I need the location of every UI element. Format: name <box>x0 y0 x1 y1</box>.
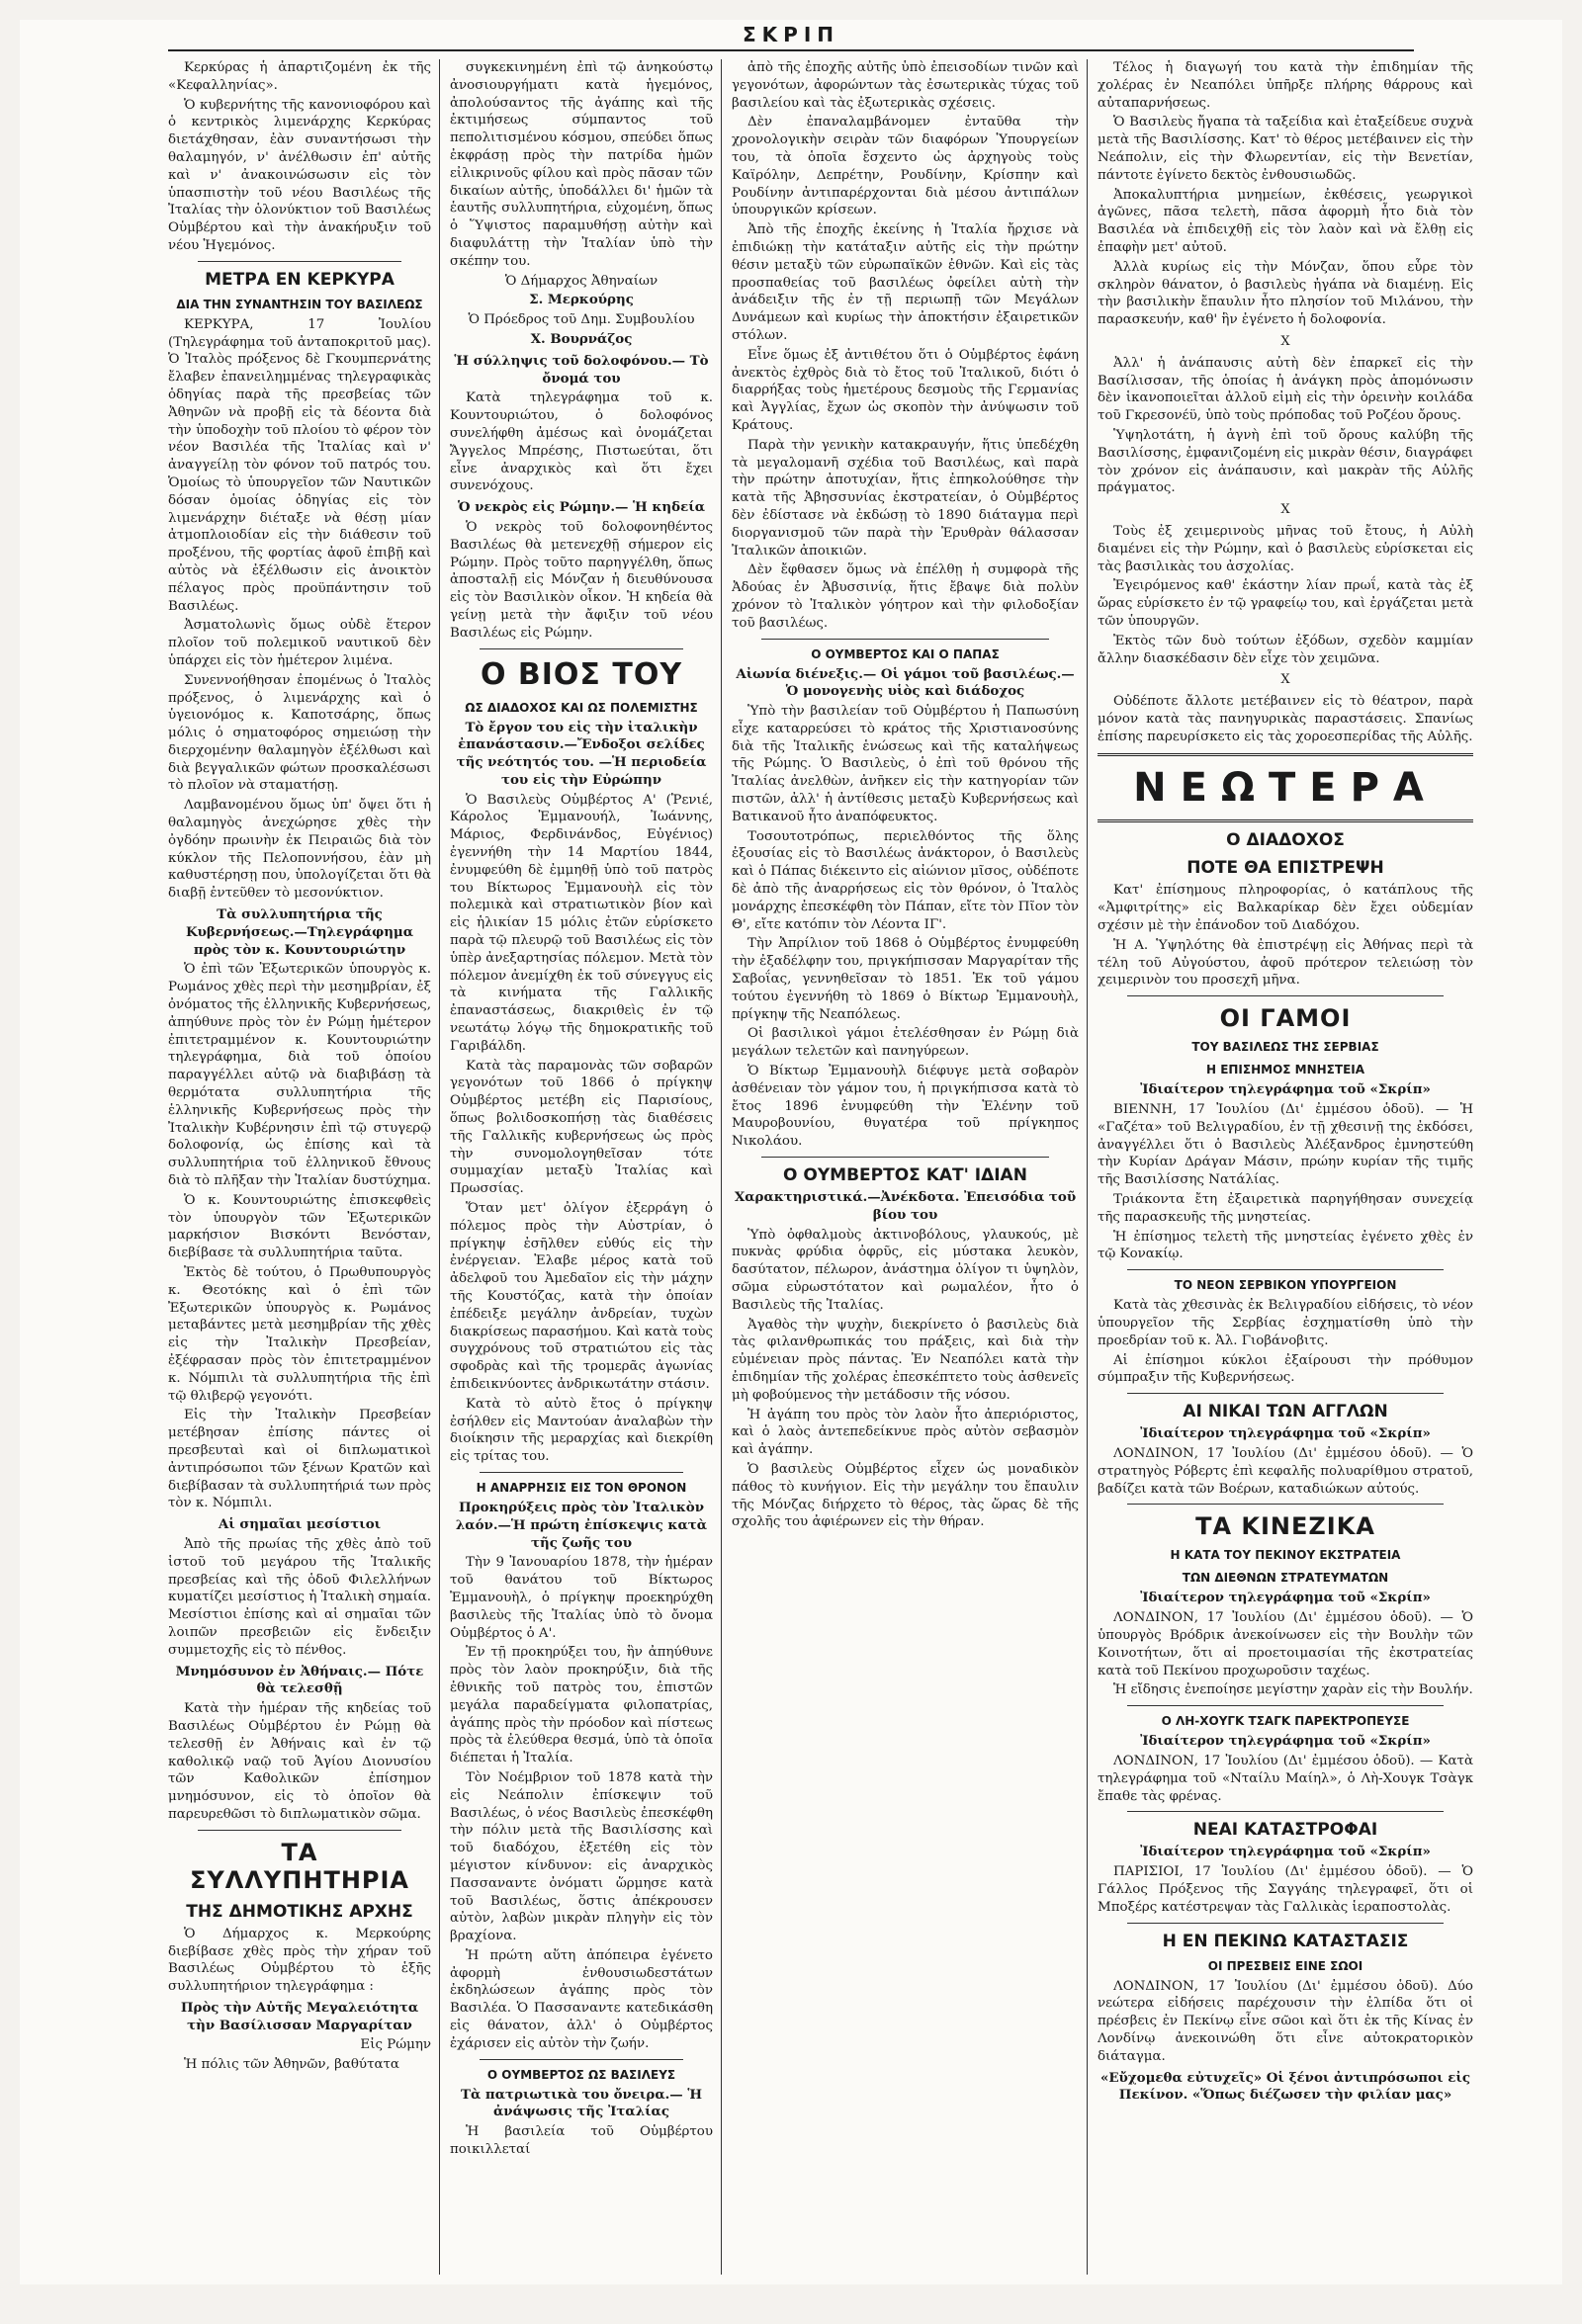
column-4 <box>1098 59 1473 2275</box>
col3-paragraph: Δὲν ἔφθασεν ὅμως νὰ ἐπέλθῃ ἡ συμφορὰ τῆς Ἀδούας ἐν Ἀβυσσινίᾳ, ἥτις ἔβαψε διὰ πολὺν χρόνον τὸ Ἰταλικὸν γόητρον καὶ τὴν φιλοδοξίαν τοῦ βασιλέως. <box>732 562 1079 631</box>
col2-paragraph: Ἡ βασιλεία τοῦ Οὑμβέρτου ποικιλλεταί <box>450 2124 713 2158</box>
divider <box>1127 1504 1444 1505</box>
col4-paragraph: ΛΟΝΔΙΝΟΝ, 17 Ἰουλίου (Δι' ἐμμέσου ὁδοῦ). — Ὁ ὑπουργὸς Βρόδρικ ἀνεκοίνωσεν εἰς τὴν Βουλὴν τῶν Κοινοτήτων, ὅτι αἱ προετοιμασίαι τῆς ἐκστρατείας κατὰ τοῦ Πεκίνου προχωροῦσιν ταχέως. <box>1098 1610 1473 1678</box>
col2-paragraph: Τὴν 9 Ἰανουαρίου 1878, τὴν ἡμέραν τοῦ θανάτου τοῦ Βίκτωρος Ἐμμανουὴλ, ὁ πρίγκηψ προεκηρύχθη βασιλεὺς τῆς Ἰταλίας ὑπὸ τὸ ὄνομα Οὑμβέρτος ὁ Α'. <box>450 1555 713 1641</box>
col3-paragraph: Ὑπὸ ὀφθαλμοὺς ἀκτινοβόλους, γλαυκούς, μὲ πυκνὰς φρύδια ὀφρῦς, εἰς μύστακα λευκὸν, δασύτατον, πέλωρον, ἀνάστημα ὀλίγον τι ὑψηλὸν, σῶμα εὐρωστότατον καὶ ρωμαλέον, ἦτο ὁ Βασιλεὺς τῆς Ἰταλίας. <box>732 1227 1079 1313</box>
divider <box>761 1157 1049 1158</box>
col4-headline: Η ΕΝ ΠΕΚΙΝΩ ΚΑΤΑΣΤΑΣΙΣ <box>1162 1931 1409 1951</box>
col1-subhead: Πρὸς τὴν Αὐτῆς Μεγαλειότητα τὴν Βασίλισσαν Μαργαρίταν <box>180 1999 419 2033</box>
divider <box>1127 1393 1444 1394</box>
col4-headline: Ο ΛΗ-ΧΟΥΓΚ ΤΣΑΓΚ ΠΑΡΕΚΤΡΟΠΕΥΣΕ <box>1161 1714 1410 1729</box>
col4-subheadline: ΤΩΝ ΔΙΕΘΝΩΝ ΣΤΡΑΤΕΥΜΑΤΩΝ <box>1182 1571 1389 1586</box>
col4-paragraph: Ἡ Α. Ὑψηλότης θὰ ἐπιστρέψῃ εἰς Ἀθήνας περὶ τὰ τέλη τοῦ Αὐγούστου, ἀφοῦ πρότερον τελειώσῃ τὸν χειμερινὸν του προσεχῆ μῆνα. <box>1098 937 1473 989</box>
col4-paragraph: Τριάκοντα ἔτη ἐξαιρετικὰ παρηγήθησαν συνεχείᾳ τῆς παρασκευῆς τῆς μνηστείας. <box>1098 1192 1473 1225</box>
col4-headline: ΝΕΑΙ ΚΑΤΑΣΤΡΟΦΑΙ <box>1192 1820 1378 1841</box>
col3-paragraph: ἀπὸ τῆς ἐποχῆς αὐτῆς ὑπὸ ἐπεισοδίων τινῶν καὶ γεγονότων, ἀφορώντων τὰς ἐσωτερικὰς τύχας τοῦ βασιλείου καὶ τὰς ἐξωτερικὰς σχέσεις. <box>732 60 1079 111</box>
col4-paragraph: Ἐγειρόμενος καθ' ἑκάστην λίαν πρωΐ, κατὰ τὰς ἐξ ὥρας εὑρίσκετο ἐν τῷ γραφείῳ του, καὶ ἐργάζεται μετὰ τῶν ὑπουργῶν. <box>1098 578 1473 629</box>
col1-subheadline: ΤΗΣ ΔΗΜΟΤΙΚΗΣ ΑΡΧΗΣ <box>186 1901 413 1922</box>
divider <box>198 261 401 262</box>
col2-signature: Χ. Βουρνάζος <box>530 330 633 347</box>
col1-subhead: Μνημόσυνον ἐν Ἀθήναις.— Πότε θὰ τελεσθῇ <box>175 1663 424 1697</box>
divider <box>480 1472 683 1473</box>
col4-subhead: Ἰδιαίτερον τηλεγράφημα τοῦ «Σκρίπ» <box>1140 1844 1431 1860</box>
col2-subhead: Προκηρύξεις πρὸς τὸν Ἰταλικὸν λαόν.—Ἡ πρώτη ἐπίσκεψις κατὰ τῆς ζωῆς του <box>455 1499 708 1551</box>
col4-paragraph: ΛΟΝΔΙΝΟΝ, 17 Ἰουλίου (Δι' ἐμμέσου ὁδοῦ). — Ὁ στρατηγὸς Ρόβερτς ἐπὶ κεφαλῆς πολυαρίθμου στρατοῦ, βαδίζει κατὰ τῶν Βοέρων, καταδιώκων αὐτούς. <box>1098 1446 1473 1497</box>
col4-paragraph: Ἀποκαλυπτήρια μνημείων, ἐκθέσεις, γεωργικοὶ ἀγῶνες, πᾶσα τελετὴ, πᾶσα ἀφορμὴ ἦτο διὰ τὸν Βασιλέα νὰ ἐπιδειχθῇ εἰς τὸν λαὸν καὶ νὰ ἔλθῃ εἰς ἐπαφὴν μετ' αὐτοῦ. <box>1098 187 1473 255</box>
col3-paragraph: Δὲν ἐπαναλαμβάνομεν ἐνταῦθα τὴν χρονολογικὴν σειρὰν τῶν διαφόρων Ὑπουργείων του, τὰ ὁποῖα ἔσχεντο ὡς ἀρχηγοὺς τοὺς Καϊρόλην, Δεπρέτην, Ρουδίνην, Κρίσπην καὶ Ρουδίνην ἀντιπαρέρχονται διὰ μέσου ἀντιπάλων ὑπουργικῶν κρίσεων. <box>732 115 1079 218</box>
col1-headline: ΜΕΤΡΑ ΕΝ ΚΕΡΚΥΡΑ <box>205 269 395 290</box>
col1-paragraph: Ἀσματολωνὶς ὅμως οὐδὲ ἕτερον πλοῖον τοῦ πολεμικοῦ ναυτικοῦ δὲν ὑπάρχει εἰς τὸν ἡμέτερον λιμένα. <box>168 618 431 668</box>
col1-paragraph: Συνεννοήθησαν ἐπομένως ὁ Ἰταλὸς πρόξενος, ὁ λιμενάρχης καὶ ὁ ὑγειονόμος κ. Καποτσάρης, ὅπως μόλις ὁ σηματοφόρος σημειώσῃ τὴν διερχομένην θαλαμηγὸν ἐξέλθωσι καὶ διὰ βεγγαλικῶν φώτων προσκαλέσωσι τὸ πλοῖον νὰ σταματήσῃ. <box>168 672 431 794</box>
col3-paragraph: Ἡ ἀγάπη του πρὸς τὸν λαὸν ἦτο ἀπεριόριστος, καὶ ὁ λαὸς ἀντεπεδείκνυε πρὸς αὐτὸν σεβασμὸν καὶ ἀγάπην. <box>732 1407 1079 1458</box>
col2-signature: Ὁ Δήμαρχος Ἀθηναίων <box>504 273 659 289</box>
col2-paragraph: Κατὰ τὸ αὐτὸ ἔτος ὁ πρίγκηψ ἐσήλθεν εἰς Μαντούαν ἀναλαβὼν τὴν διοίκησιν τῆς μεραρχίας καὶ διεκρίθη εἰς τρίτας του. <box>450 1396 713 1465</box>
col2-subhead: Τὰ πατριωτικὰ του ὄνειρα.— Ἡ ἀνάψωσις τῆς Ἰταλίας <box>461 2086 702 2120</box>
col4-subheadline: ΟΙ ΠΡΕΣΒΕΙΣ ΕΙΝΕ ΣΩΟΙ <box>1207 1958 1363 1973</box>
col1-paragraph: Ὁ κ. Κουντουριώτης ἐπισκεφθεὶς τὸν ὑπουργὸν τῶν Ἐξωτερικῶν μαρκήσιον Βισκόντι Βενόσταν, διεβίβασε τὰ συλλυπητήρια ταῦτα. <box>168 1192 431 1261</box>
column-1 <box>168 59 440 2275</box>
col4-subhead: Ἰδιαίτερον τηλεγράφημα τοῦ «Σκρίπ» <box>1140 1733 1431 1750</box>
col1-subheadline: ΔΙΑ ΤΗΝ ΣΥΝΑΝΤΗΣΙΝ ΤΟΥ ΒΑΣΙΛΕΩΣ <box>176 297 423 311</box>
col3-paragraph: Τοσουτοτρόπως, περιελθόντος τῆς ὅλης ἐξουσίας εἰς τὸ Βασιλέως ἀνάκτορον, ὁ Βασιλεὺς καὶ ὁ Πάπας διέκειντο εἰς αἰώνιον μῖσος, οὐδέποτε δὲ ἀπὸ τῆς ἀναρρήσεως εἰς τὸν θρόνον, ὁ Ἰταλὸς μονάρχης ἐπεσκέφθη τὸν Πάπαν, εἴτε τὸν Πῖον τὸν Θ', εἴτε κατόπιν τὸν Λέοντα ΙΓ'. <box>732 828 1079 932</box>
col4-paragraph: Αἱ ἐπίσημοι κύκλοι ἐξαίρουσι τὴν πρόθυμον σύμπραξιν τῆς Κυβερνήσεως. <box>1098 1352 1473 1386</box>
col4-paragraph: ΛΟΝΔΙΝΟΝ, 17 Ἰουλίου (Δι' ἐμμέσου ὁδοῦ). — Κατὰ τηλεγράφημα τοῦ «Νταίλυ Μαίηλ», ὁ Λὴ-Χουγκ Τσὰγκ ἔπαθε τὰς φρένας. <box>1098 1753 1473 1804</box>
col2-paragraph: Ἐν τῇ προκηρύξει του, ἣν ἀπηύθυνε πρὸς τὸν λαὸν προκηρύξιν, διὰ τῆς ἐθνικῆς τοῦ πατρὸς του, ἐπιστῶν μεγάλα παραδείγματα φιλοπατρίας, ἀγάπης πρὸς τὴν πρόοδον καὶ πίστεως πρὸς τὰ ἐλεύθερα θεσμά, ὑπὸ τὰ ὁποῖα διέπεται ἡ Ἰταλία. <box>450 1645 713 1766</box>
col4-paragraph: Ἡ ἐπίσημος τελετὴ τῆς μνηστείας ἐγένετο χθὲς ἐν τῷ Κονακίῳ. <box>1098 1229 1473 1262</box>
separator-mark: X <box>1280 502 1290 518</box>
columns <box>168 59 1493 2275</box>
col2-paragraph: Ὁ Βασιλεὺς Οὑμβέρτος Α' (Ῥενιέ, Κάρολος Ἐμμανουήλ, Ἰωάννης, Μάριος, Φερδινάνδος, Εὐγένιος) ἐγεννήθη τὴν 14 Μαρτίου 1844, ἐνυμφεύθη δὲ ἐμμηθῇ ὑπὸ τοῦ πατρὸς του Βίκτωρος Ἐμμανουὴλ εἰς τὸν πολεμικὰ καὶ στρατιωτικὸν βίον καὶ εἰς ἡλικίαν 15 μόλις ἐτῶν εὑρίσκετο παρὰ τῷ πλευρῷ τοῦ Βασιλέως εἰς τὸν ὑπὲρ ἀνεξαρτησίας πόλεμον. Μετὰ τὸν πόλεμον ἀνεμίχθη ἐκ τοῦ σύνεγγυς εἰς τὰ κινήματα τῆς Γαλλικῆς ἐπαναστάσεως, διακριθεὶς ἐν τῷ νεωτάτῳ λόγῳ τῆς δημοκρατικῆς τοῦ Γαριβάλδη. <box>450 792 713 1054</box>
masthead <box>168 20 1414 51</box>
col2-paragraph: Κατὰ τηλεγράφημα τοῦ κ. Κουντουριώτου, ὁ δολοφόνος συνελήφθη ἀμέσως καὶ ὀνομάζεται Ἄγγελος Μπρέσης, Πιστωεύται, ὅτι εἶνε ἀναρχικὸς καὶ ὅτι ἔχει συνενόχους. <box>450 390 713 494</box>
col4-headline: Ο ΔΙΑΔΟΧΟΣ <box>1226 830 1345 851</box>
col4-headline: ΟΙ ΓΑΜΟΙ <box>1219 1004 1352 1033</box>
separator-mark: X <box>1280 333 1290 349</box>
divider <box>1127 1923 1444 1924</box>
divider <box>480 2059 683 2060</box>
column-3 <box>732 59 1088 2275</box>
col2-headline: Η ΑΝΑΡΡΗΣΙΣ ΕΙΣ ΤΟΝ ΘΡΟΝΟΝ <box>476 1480 687 1495</box>
col1-paragraph: Λαμβανομένου ὅμως ὑπ' ὄψει ὅτι ἡ θαλαμηγὸς ἀνεχώρησε χθὲς τὴν ὀγδόην πρωινὴν ἐκ Πειραιῶς διὰ τὸν κύκλον τῆς Πελοποννήσου, ἐὰν μὴ καθυστέρησῃ που, ὑπολογίζεται ὅτι θὰ διαβῇ ἐντεῦθεν τὸ μεσονύκτιον. <box>168 798 431 902</box>
col4-paragraph: Ὑψηλοτάτη, ἡ ἀγνὴ ἐπὶ τοῦ ὄρους καλύβη τῆς Βασιλίσσης, ἐμφανιζομένη εἰς μικρὰν θέσιν, διαγράφει τὸν χρόνον εἰς ἀνάπαυσιν, καὶ μακρὰν τῆς Αὐλῆς πράγματος. <box>1098 427 1473 496</box>
col4-subhead: Ἰδιαίτερον τηλεγράφημα τοῦ «Σκρίπ» <box>1140 1590 1431 1606</box>
col3-paragraph: Τὴν Ἀπρίλιον τοῦ 1868 ὁ Οὑμβέρτος ἐνυμφεύθη τὴν ἐξαδέλφην του, πριγκήπισσαν Μαργαρίταν τῆς Σαβοΐας, γεννηθεῖσαν τὸ 1851. Ἐκ τοῦ γάμου τούτου ἐγεννήθη τὸ 1869 ὁ Βίκτωρ Ἐμμανουὴλ, πρίγκηψ τῆς Νεαπόλεως. <box>732 936 1079 1022</box>
col2-headline: Ο ΒΙΟΣ ΤΟΥ <box>480 656 683 692</box>
col1-paragraph: Ἡ πόλις τῶν Ἀθηνῶν, βαθύτατα <box>184 2057 399 2073</box>
col3-paragraph: Εἶνε ὅμως ἐξ ἀντιθέτου ὅτι ὁ Οὑμβέρτος ἐφάνη ἀνεκτὸς ἐχθρὸς διὰ τὸ ἔτος τοῦ Ἰταλικοῦ, διότι ὁ διαρρήξας τοὺς ἡμετέρους δεσμοὺς τῆς Γερμανίας καὶ Ἀγγλίας, ἔχων ὡς σκοπὸν τὴν ἀνύψωσιν τοῦ Κράτους. <box>732 347 1079 433</box>
col1-paragraph: Εἰς τὴν Ἰταλικὴν Πρεσβείαν μετέβησαν ἐπίσης πάντες οἱ πρεσβευταὶ καὶ οἱ διπλωματικοὶ ἀντιπρόσωποι τῶν ξένων Κρατῶν καὶ διεβίβασαν τὰ συλλυπητήριά των πρὸς τὸν κ. Νόμπιλι. <box>168 1408 431 1511</box>
col3-subhead: Χαρακτηριστικά.—Ἀνέκδοτα. Ἐπεισόδια τοῦ βίου του <box>734 1189 1077 1223</box>
masthead-title: ΣΚΡΙΠ <box>743 23 839 46</box>
col4-subheadline: Η ΕΠΙΣΗΜΟΣ ΜΝΗΣΤΕΙΑ <box>1205 1063 1365 1077</box>
col1-paragraph: Κατὰ τὴν ἡμέραν τῆς κηδείας τοῦ Βασιλέως Οὑμβέρτου ἐν Ρώμῃ θὰ τελεσθῇ ἐν Ἀθήναις καὶ ἐν τῷ καθολικῷ ναῷ τοῦ Ἁγίου Διονυσίου τῶν Καθολικῶν ἐπίσημον μνημόσυνον, εἰς τὸ ὁποῖον θὰ παρευρεθῶσι τὸ διπλωματικὸν σῶμα. <box>168 1701 431 1822</box>
col2-paragraph: Ὅταν μετ' ὀλίγον ἐξερράγη ὁ πόλεμος πρὸς τὴν Αὐστρίαν, ὁ πρίγκηψ ἐσῆλθεν εὐθύς εἰς τὴν ἐνέργειαν. Ἐλαβε μέρος κατὰ τοῦ ἀδελφοῦ του Ἀμεδαῖον εἰς τὴν μάχην τῆς Κουστόζας, κατὰ τὴν ὁποίαν ἐπέδειξε μεγάλην ἀνδρείαν, τυχὼν διακρίσεως παρασήμου. Καὶ κατὰ τοὺς συγχρόνους τοῦ στρατιώτου εἰς τὰς σφοδρὰς καὶ τῆς τρομερᾶς ἀγωνίας ἐπιδεικνύοντες ἀνδρικωτάτην στάσιν. <box>450 1201 713 1392</box>
col1-paragraph: ΚΕΡΚΥΡΑ, 17 Ἰουλίου (Τηλεγράφημα τοῦ ἀνταποκριτοῦ μας). Ὁ Ἰταλὸς πρόξενος δὲ Γκουμπερνάτης ἔλαβεν ἐπανειλημμένας τηλεγραφικὰς ὁδηγίας παρὰ τῆς πρεσβείας τῶν Ἀθηνῶν νὰ προβῇ εἰς τὰ δέοντα διὰ τὴν ὑποδοχὴν τοῦ πλοίου τὸ φέρον τὸν νέον Βασιλέα τῆς Ἰταλίας καὶ ν' ἀναγγείλῃ τὸν φόνον τοῦ πατρός του. Ὁμοίως τὸ ὑπουργεῖον τῶν Ναυτικῶν δόσαν ὁμοίας ὁδηγίας εἰς τὸν λιμενάρχην διέταξε νὰ θέσῃ μίαν ἀτμοπλοιοδίαν εἰς τὴν διάθεσιν τοῦ προξένου, τῆς φορτίας ἀφοῦ ἐπιβῇ καὶ αὐτὸς νὰ ἐξέλθωσιν εἰς ἀνοικτὸν πέλαγος πρὸς προϋπάντησιν τοῦ Βασιλέως. <box>168 316 431 614</box>
col2-headline: Ο ΟΥΜΒΕΡΤΟΣ ΩΣ ΒΑΣΙΛΕΥΣ <box>486 2067 676 2082</box>
col4-paragraph: Κατ' ἐπίσημους πληροφορίας, ὁ κατάπλους τῆς «Ἀμφιτρίτης» εἰς Βαλκαρίκαρ δὲν ἔχει οὐδεμίαν σχέσιν μὲ τὴν ἐπάνοδον τοῦ Διαδόχου. <box>1098 883 1473 934</box>
divider <box>1127 995 1444 996</box>
column-2 <box>450 59 722 2275</box>
col3-paragraph: Ὑπὸ τὴν βασιλείαν τοῦ Οὑμβέρτου ἡ Παπωσύνη εἶχε καταρρεύσει τὸ κράτος τῆς Χριστιανοσύνης διὰ τῆς Ἰταλικῆς ἑνώσεως καὶ τῆς καταλήψεως τῆς Ρώμης. Ὁ Βασιλεὺς, ὁ ἐπὶ τοῦ θρόνου τῆς Ἰταλίας ἀνελθὼν, ἀνῆκεν εἰς τὴν κατηγορίαν τῶν πιστῶν, ἀλλ' ἡ ἀντίθεσις μεταξὺ Κυβερνήσεως καὶ Βατικανοῦ ἦτο ἀναπόφευκτος. <box>732 704 1079 824</box>
col3-paragraph: Ὁ βασιλεὺς Οὑμβέρτος εἶχεν ὡς μοναδικὸν πάθος τὸ κυνήγιον. Εἰς τὴν μεγάλην του ἔπαυλιν τῆς Μόνζας διήρχετο τὸ θέρος, τὰς ὥρας δὲ τῆς σχολῆς του ἀφιέρωνεν εἰς τὴν θήραν. <box>732 1461 1079 1530</box>
col1-headline: ΤΑ ΣΥΛΛΥΠΗΤΗΡΙΑ <box>189 1838 410 1894</box>
divider <box>1098 819 1473 822</box>
col3-paragraph: Ὁ Βίκτωρ Ἐμμανουὴλ διέφυγε μετὰ σοβαρὸν ἀσθένειαν τὸν γάμον του, ἡ πριγκήπισσα κατὰ τὸ ἔτος 1896 ἐνυμφεύθη τὴν Ἑλένην τοῦ Μαυροβουνίου, θυγατέρα τοῦ πρίγκηπος Νικολάου. <box>732 1064 1079 1150</box>
col1-paragraph: Ὁ ἐπὶ τῶν Ἐξωτερικῶν ὑπουργὸς κ. Ρωμάνος χθὲς περὶ τὴν μεσημβρίαν, ἐξ ὀνόματος τῆς ἑλληνικῆς Κυβερνήσεως, ἀπηύθυνε πρὸς τὸν ἐν Ρώμῃ ἡμέτερον ἐπιτετραμμένον κ. Κουντουριώτην τηλεγράφημα, διὰ τοῦ ὁποίου παραγγέλλει αὐτῷ νὰ διαβιβάσῃ τὰ θερμότατα συλλυπητήρια τῆς ἑλληνικῆς Κυβερνήσεως πρὸς τὴν Ἰταλικὴν Κυβέρνησιν ἐπὶ τῷ στυγερῷ δολοφονίᾳ, ὡς ἐπίσης καὶ τὰ συλλυπητήρια τοῦ ἑλληνικοῦ ἔθνους διὰ τὸ πλῆξαν τὴν Ἰταλίαν δυστύχημα. <box>168 962 431 1189</box>
col4-headline: ΑΙ ΝΙΚΑΙ ΤΩΝ ΑΓΓΛΩΝ <box>1183 1402 1388 1422</box>
col2-subhead: Ἡ σύλληψις τοῦ δολοφόνου.— Τὸ ὄνομά του <box>454 352 709 387</box>
col4-paragraph: Τοὺς ἐξ χειμερινοὺς μῆνας τοῦ ἔτους, ἡ Αὐλὴ διαμένει εἰς τὴν Ρώμην, καὶ ὁ βασιλεὺς εὑρίσκεται εἰς τὰς βασιλικὰς του ἀσχολίας. <box>1098 523 1473 574</box>
col2-paragraph: Τὸν Νοέμβριον τοῦ 1878 κατὰ τὴν εἰς Νεάπολιν ἐπίσκεψιν τοῦ Βασιλέως, ὁ νέος Βασιλεὺς ἐπεσκέφθη τὴν πόλιν μετὰ τῆς Βασιλίσσης καὶ τοῦ διαδόχου, ἐξετέθη εἰς τὸν μέγιστον κίνδυνον: εἰς ἀναρχικὸς Πασσαναντε ὀνόματι ὥρμησε κατὰ τοῦ Βασιλέως, ὅστις ἀπέκρουσεν αὐτὸν, λαβὼν μικρὰν πληγὴν εἰς τὸν βραχίονα. <box>450 1769 713 1944</box>
col4-paragraph: Ἡ εἴδησις ἐνεποίησε μεγίστην χαρὰν εἰς τὴν Βουλήν. <box>1113 1682 1473 1698</box>
col4-headline: ΤΟ ΝΕΟΝ ΣΕΡΒΙΚΟΝ ΥΠΟΥΡΓΕΙΟΝ <box>1174 1278 1397 1293</box>
col4-subhead: Ἰδιαίτερον τηλεγράφημα τοῦ «Σκρίπ» <box>1140 1425 1431 1442</box>
divider <box>761 639 1049 640</box>
divider <box>1127 1811 1444 1812</box>
col4-paragraph: ΛΟΝΔΙΝΟΝ, 17 Ἰουλίου (Δι' ἐμμέσου ὁδοῦ). Δύο νεώτερα εἰδήσεις παρέχουσιν τὴν ἐλπίδα ὅτι οἱ πρέσβεις ἐν Πεκίνῳ εἶνε σῶοι καὶ ὅτι ἐκ τῆς Κίνας ἐν Λονδίνῳ ἀνεκοινώθη ὅτι εἶνε αὐτοκρατορικὸν διάταγμα. <box>1098 1978 1473 2064</box>
col4-paragraph: Ὁ Βασιλεὺς ἤγαπα τὰ ταξείδια καὶ ἐταξείδευε συχνὰ μετὰ τῆς Βασιλίσσης. Κατ' τὸ θέρος μετέβαινεν εἰς τὴν Νεάπολιν, εἰς τὴν Φλωρεντίαν, εἰς τὴν Βενετίαν, πάντοτε ἐγίνετο δεκτὸς ἐνθουσιωδῶς. <box>1098 115 1473 183</box>
col2-subheadline: ΩΣ ΔΙΑΔΟΧΟΣ ΚΑΙ ΩΣ ΠΟΛΕΜΙΣΤΗΣ <box>465 700 698 715</box>
separator-mark: X <box>1280 672 1290 688</box>
col4-subheadline: ΤΟΥ ΒΑΣΙΛΕΩΣ ΤΗΣ ΣΕΡΒΙΑΣ <box>1191 1040 1379 1055</box>
col4-subhead: «Εὔχομεθα εὐτυχεῖς» Οἱ ξένοι ἀντιπρόσωποι εἰς Πεκίνον. «Ὅπως διέζωσεν τὴν φιλίαν μας» <box>1099 2069 1471 2104</box>
col4-paragraph: Ἀλλὰ κυρίως εἰς τὴν Μόνζαν, ὅπου εὗρε τὸν σκληρὸν θάνατον, ὁ βασιλεὺς ἠγάπα νὰ διαμένῃ. Εἰς τὴν βασιλικὴν ἔπαυλιν ἦτο πλησίον τοῦ Μιλάνου, τὴν παρασκευήν, καθ' ἣν ἐγένετο ἡ δολοφονία. <box>1098 259 1473 328</box>
col2-signature: Ὁ Πρόεδρος τοῦ Δημ. Συμβουλίου <box>468 312 695 328</box>
col3-paragraph: Παρὰ τὴν γενικὴν κατακραυγήν, ἥτις ὑπεδέχθη τὰ μεγαλομανῆ σχέδια τοῦ Βασιλέως, καὶ παρὰ τὴν πρώτην ἀποτυχίαν, ἥτις ἐπηκολούθησε τὴν κατὰ τῆς Ἀβησσυνίας ἐκστρατείαν, ὁ Οὑμβέρτος δὲν ἐδίστασε νὰ ἐκδώσῃ τὸ 1890 διάταγμα περὶ διοργανισμοῦ τῶν παρὰ τὴν Ἐρυθρὰν θάλασσαν Ἰταλικῶν ἀποικιῶν. <box>732 437 1079 559</box>
col3-subhead: Αἰωνία διένεξις.— Οἱ γάμοι τοῦ βασιλέως.— Ὁ μονογενὴς υἱὸς καὶ διάδοχος <box>736 665 1075 700</box>
col4-paragraph: Κατὰ τὰς χθεσινὰς ἐκ Βελιγραδίου εἰδήσεις, τὸ νέον ὑπουργεῖον τῆς Σερβίας ἐσχηματίσθη ὑπὸ τὴν προεδρίαν τοῦ κ. Ἀλ. Γιοβάνοβιτς. <box>1098 1298 1473 1348</box>
col3-paragraph: Ἀγαθὸς τὴν ψυχὴν, διεκρίνετο ὁ βασιλεὺς διὰ τὰς φιλανθρωπικάς του πράξεις, καὶ διὰ τὴν εὐμένειαν πρὸς πάντας. Ἐν Νεαπόλει κατὰ τὴν ἐπιδημίαν τῆς χολέρας ἐπεσκέπτετο τοὺς ἀσθενεῖς μὴ φοβούμενος τὴν μετάδοσιν τῆς νόσου. <box>732 1317 1079 1403</box>
col2-paragraph: Ὁ νεκρὸς τοῦ δολοφονηθέντος Βασιλέως θὰ μετενεχθῇ σήμερον εἰς Ρώμην. Πρὸς τοῦτο παρηγγέλθη, ὅπως ἀποσταλῇ εἰς Μόνζαν ἡ διευθύνουσα εἰς τὸν Βασιλικὸν οἶκον. Ἡ κηδεία θὰ γείνῃ μετὰ τὴν ἄφιξιν τοῦ νέου Βασιλέως εἰς Ρώμην. <box>450 519 713 641</box>
col1-paragraph: Ὁ κυβερνήτης τῆς κανονιοφόρου καὶ ὁ κεντρικὸς λιμενάρχης Κερκύρας διετάχθησαν, ἐὰν συναντήσωσι τὴν θαλαμηγόν, ν' ἀνέλθωσιν ἐπ' αὐτῆς καὶ ν' ἀνακοινώσωσιν εἰς τὸν ὑπασπιστὴν τοῦ νέου Βασιλέως τῆς Ἰταλίας τὴν ὁλονύκτιον τοῦ Βασιλέως Οὑμβέρτου καὶ τὴν ἀνακήρυξιν τοῦ νέου Ἡγεμόνος. <box>168 97 431 253</box>
col2-paragraph: συγκεκινημένη ἐπὶ τῷ ἀνηκούστῳ ἀνοσιουργήματι κατὰ ἡγεμόνος, ἀπολούσαντος τῆς ἀγάπης καὶ τῆς ἐκτιμήσεως σύμπαντος τοῦ πεπολιτισμένου κόσμου, σπεύδει ὅπως ἐκφράσῃ πρὸς τὴν πατρίδα ἡμῶν εἰλικρινοῦς φίλου καὶ πρὸς πᾶσαν τῶν δικαίων αὐτῆς, ὑποδάλλει δι' ἡμῶν τὰ ἑαυτῆς συλλυπητήρια, εὐχομένη, ὅπως ὁ Ὕψιστος παραμυθήσῃ αὐτὴν καὶ διαφυλάττῃ τὴν Ἰταλίαν ὑπὸ τὴν σκέπην του. <box>450 60 713 269</box>
divider <box>1127 1705 1444 1706</box>
divider <box>1127 1269 1444 1270</box>
col4-paragraph: ΠΑΡΙΣΙΟΙ, 17 Ἰουλίου (Δι' ἐμμέσου ὁδοῦ). — Ὁ Γάλλος Πρόξενος τῆς Σαγγάης τηλεγραφεῖ, ὅτι οἱ Μποξέρς κατέστρεψαν τὰς Γαλλικὰς ἱεραποστολὰς. <box>1098 1864 1473 1915</box>
newspaper-page <box>20 20 1562 2284</box>
col4-paragraph: Ἐκτὸς τῶν δυὸ τούτων ἐξόδων, σχεδὸν καμμίαν ἄλλην διασκέδασιν δὲν εἶχε τὸν χειμῶνα. <box>1098 633 1473 666</box>
col2-subhead: Τὸ ἔργον του εἰς τὴν ἰταλικὴν ἐπανάστασιν.—Ἔνδοξοι σελίδες τῆς νεότητός του. —Ἡ περιοδεία του εἰς τὴν Εὐρώπην <box>456 719 707 788</box>
col3-headline: Ο ΟΥΜΒΕΡΤΟΣ ΚΑΤ' ΙΔΙΑΝ <box>783 1165 1027 1186</box>
col1-subhead: Αἱ σημαῖαι μεσίστιοι <box>218 1516 382 1533</box>
col4-headline: ΤΑ ΚΙΝΕΖΙΚΑ <box>1195 1512 1375 1541</box>
col3-headline: Ο ΟΥΜΒΕΡΤΟΣ ΚΑΙ Ο ΠΑΠΑΣ <box>811 646 1000 661</box>
divider <box>198 1830 401 1831</box>
col4-paragraph: ΒΙΕΝΝΗ, 17 Ἰουλίου (Δι' ἐμμέσου ὁδοῦ). — Ἡ «Γαζέτα» τοῦ Βελιγραδίου, ἐν τῇ χθεσινῇ της ἐκδόσει, ἀναγγέλλει ὅτι ὁ Βασιλεὺς Ἀλέξανδρος ἐμνηστεύθη τὴν Κυρίαν Δράγαν Μάσιν, πρώην κυρίαν τῆς τιμῆς τῆς Βασιλίσσης Νατάλίας. <box>1098 1102 1473 1188</box>
divider <box>480 648 683 649</box>
col1-paragraph: Ἐκτὸς δὲ τούτου, ὁ Πρωθυπουργὸς κ. Θεοτόκης καὶ ὁ ἐπὶ τῶν Ἐξωτερικῶν ὑπουργὸς κ. Ρωμάνος μεταβάντες μετὰ μεσημβρίαν τῆς χθὲς εἰς τὴν Ἰταλικὴν Πρεσβείαν, ἐξέφρασαν πρὸς τὸν ἐπιτετραμμένον κ. Νόμπιλι τὰ συλλυπητήρια τῆς ἐπὶ τῷ θλιβερῷ γεγονότι. <box>168 1265 431 1404</box>
col3-paragraph: Οἱ βασιλικοὶ γάμοι ἐτελέσθησαν ἐν Ρώμῃ διὰ μεγάλων τελετῶν καὶ πανηγύρεων. <box>732 1026 1079 1060</box>
col1-subhead: Τὰ συλλυπητήρια τῆς Κυβερνήσεως.—Τηλεγράφημα πρὸς τὸν κ. Κουντουριώτην <box>185 906 414 958</box>
col2-paragraph: Ἡ πρώτη αὕτη ἀπόπειρα ἐγένετο ἀφορμὴ ἐνθουσιωδεστάτων ἐκδηλώσεων ἀγάπης πρὸς τὸν Βασιλέα. Ὁ Πασσαναντε κατεδικάσθη εἰς θάνατον, ἀλλ' ὁ Οὑμβέρτος ἐχάρισεν εἰς αὐτὸν τὴν ζωήν. <box>450 1947 713 2051</box>
col4-paragraph: Οὐδέποτε ἄλλοτε μετέβαινεν εἰς τὸ θέατρον, παρὰ μόνον κατὰ τὰς πανηγυρικὰς παραστάσεις. Σπανίως ἐπίσης παρευρίσκετο εἰς τὰς χοροεσπερίδας τῆς Αὐλῆς. <box>1098 694 1473 744</box>
col2-subhead: Ὁ νεκρὸς εἰς Ρώμην.— Ἡ κηδεία <box>457 499 706 516</box>
col2-signature: Σ. Μερκούρης <box>529 292 634 308</box>
col4-paragraph: Ἀλλ' ἡ ἀνάπαυσις αὐτὴ δὲν ἐπαρκεῖ εἰς τὴν Βασίλισσαν, τῆς ὁποίας ἡ ἀνάγκη πρὸς ἀπομόνωσιν δὲν ἱκανοποιεῖται ἀλλοῦ εἰμὴ εἰς τὴν ὁρεινὴν κοιλάδα τοῦ Γκρεσονέϋ, ὑπὸ τοὺς πρόποδας τοῦ Ροζέου ὄρους. <box>1098 355 1473 424</box>
col1-paragraph: Κερκύρας ἡ ἀπαρτιζομένη ἐκ τῆς «Κεφαλληνίας». <box>168 60 431 93</box>
col1-paragraph: Ὁ Δήμαρχος κ. Μερκούρης διεβίβασε χθὲς πρὸς τὴν χήραν τοῦ Βασιλέως Οὑμβέρτου τὸ ἑξῆς συλλυπητήριον τηλεγράφημα : <box>168 1926 431 1995</box>
col3-paragraph: Ἀπὸ τῆς ἐποχῆς ἐκείνης ἡ Ἰταλία ἤρχισε νὰ ἐπιδιώκῃ τὴν κατάταξιν αὐτῆς εἰς τὴν πρώτην θέσιν μεταξὺ τῶν εὐρωπαϊκῶν ἐθνῶν. Καὶ εἰς τὰς προσπαθείας τοῦ βασιλέως ὀφείλει αὐτὴ τὴν ἀνάδειξιν τῆς ἐν τῇ περιωπῇ τῶν Μεγάλων Δυνάμεων καὶ κυρίως τὴν ἀποκτήσιν ἐξαιρετικῶν στόλων. <box>732 222 1079 343</box>
col4-subheadline: Η ΚΑΤΑ ΤΟΥ ΠΕΚΙΝΟΥ ΕΚΣΤΡΑΤΕΙΑ <box>1170 1548 1401 1563</box>
col4-subhead: Ἰδιαίτερον τηλεγράφημα τοῦ «Σκρίπ» <box>1140 1081 1431 1098</box>
col2-paragraph: Κατὰ τὰς παραμονὰς τῶν σοβαρῶν γεγονότων τοῦ 1866 ὁ πρίγκηψ Οὑμβέρτος μετέβη εἰς Παρισίους, ὅπως βολιδοσκοπήσῃ τὰς διαθέσεις τῆς Γαλλικῆς κυβερνήσεως ὡς πρὸς τὴν συνομολογηθεῖσαν τότε συμμαχίαν μεταξὺ Ἰταλίας καὶ Πρωσσίας. <box>450 1058 713 1197</box>
col1-paragraph: Εἰς Ρώμην <box>360 2037 431 2053</box>
col1-paragraph: Ἀπὸ τῆς πρωίας τῆς χθὲς ἀπὸ τοῦ ἱστοῦ τοῦ μεγάρου τῆς Ἰταλικῆς πρεσβείας καὶ τῆς ὁδοῦ Φιλελλήνων κυματίζει μεσίστιος ἡ Ἰταλικὴ σημαία. Μεσίστιοι ἐπίσης καὶ αἱ σημαῖαι τῶν λοιπῶν πρεσβειῶν εἰς ἔνδειξιν συμμετοχῆς εἰς τὸ πένθος. <box>168 1536 431 1658</box>
neotera-banner: ΝΕΩΤΕΡΑ <box>1133 765 1438 812</box>
col4-paragraph: Τέλος ἡ διαγωγή του κατὰ τὴν ἐπιδημίαν τῆς χολέρας ἐν Νεαπόλει ὑπῆρξε πλήρης θάρρους καὶ αὐταπαρνήσεως. <box>1098 60 1473 111</box>
divider <box>1098 753 1473 756</box>
col4-subheadline: ΠΟΤΕ ΘΑ ΕΠΙΣΤΡΕΨΗ <box>1186 858 1384 879</box>
